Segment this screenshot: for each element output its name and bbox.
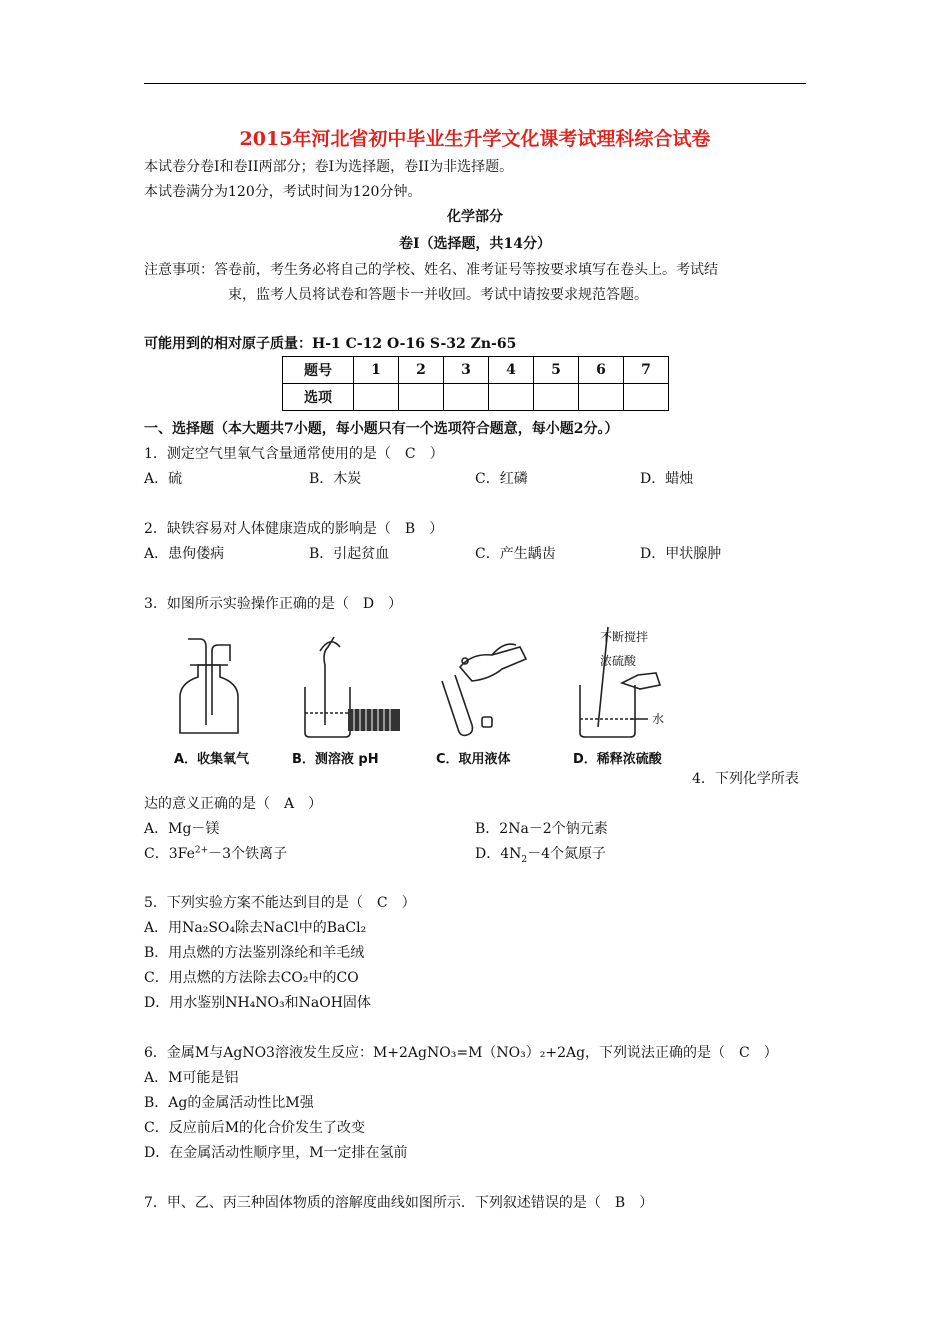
fig-label-water: 水 <box>652 712 665 726</box>
answer-table <box>282 356 669 411</box>
answer-cell[interactable] <box>489 384 534 411</box>
q1-option-b: B．木炭 <box>309 471 362 487</box>
q6-option-a: A．M可能是铝 <box>144 1070 239 1086</box>
q5-option-b: B．用点燃的方法鉴别涤纶和羊毛绒 <box>144 945 365 961</box>
q5-option-a: A．用Na₂SO₄除去NaCl中的BaCl₂ <box>144 920 367 936</box>
q6-option-c: C．反应前后M的化合价发生了改变 <box>144 1120 366 1136</box>
ph-test-illustration <box>305 637 400 737</box>
gas-bottle-illustration <box>180 639 238 733</box>
answer-cell[interactable] <box>444 384 489 411</box>
q6-option-b: B．Ag的金属活动性比M强 <box>144 1095 314 1111</box>
answer-table-number: 5 <box>534 357 579 384</box>
top-rule <box>144 83 806 84</box>
q3-stem: 3．如图所示实验操作正确的是（ D ） <box>144 596 403 612</box>
q4-stem-part1: 4．下列化学所表 <box>692 771 799 787</box>
answer-cell[interactable] <box>534 384 579 411</box>
q7-stem: 7．甲、乙、丙三种固体物质的溶解度曲线如图所示．下列叙述错误的是（ B ） <box>144 1195 654 1211</box>
q2-option-a: A．患佝偻病 <box>144 546 225 562</box>
answer-table-number: 7 <box>624 357 669 384</box>
q3-caption-a: A．收集氧气 <box>174 752 250 767</box>
q4-stem-part2: 达的意义正确的是（ A ） <box>144 796 323 812</box>
fig-label-stir: 不断搅拌 <box>600 630 649 644</box>
q2-option-c: C．产生龋齿 <box>475 546 556 562</box>
q4-option-d: D．$4N_2-4$个氮原子 <box>475 846 607 865</box>
part1-heading: 一、选择题（本大题共7小题，每小题只有一个选项符合题意，每小题2分。） <box>144 421 619 437</box>
q1-option-c: C．红磷 <box>475 471 528 487</box>
q3-caption-b: B．测溶液 pH <box>292 752 379 767</box>
answer-table-number: 4 <box>489 357 534 384</box>
answer-cell[interactable] <box>624 384 669 411</box>
q3-caption-c: C．取用液体 <box>436 752 511 767</box>
intro-line-2: 本试卷满分为120分，考试时间为120分钟。 <box>144 184 422 200</box>
volume-title: 卷Ⅰ（选择题，共14分） <box>398 236 552 252</box>
q5-stem: 5．下列实验方案不能达到目的是（ C ） <box>144 895 416 911</box>
q2-stem: 2．缺铁容易对人体健康造成的影响是（ B ） <box>144 521 444 537</box>
q2-option-d: D．甲状腺肿 <box>640 546 722 562</box>
q1-stem: 1．测定空气里氧气含量通常使用的是（ C ） <box>144 446 444 462</box>
answer-table-number: 6 <box>579 357 624 384</box>
pour-liquid-illustration <box>442 644 526 735</box>
exam-title: 2015年河北省初中毕业生升学文化课考试理科综合试卷 <box>239 128 711 150</box>
atomic-mass-line: 可能用到的相对原子质量：H-1 C-12 O-16 S-32 Zn-65 <box>144 336 517 352</box>
notice-line-2: 束，监考人员将试卷和答题卡一并收回。考试中请按要求规范答题。 <box>228 287 648 303</box>
q4-option-b: B．2Na－2个钠元素 <box>475 821 608 837</box>
section-title: 化学部分 <box>447 209 503 225</box>
q4-option-c: C．$3Fe^{2+}-3$个铁离子 <box>144 845 288 862</box>
answer-table-option-label: 选项 <box>283 384 354 411</box>
q5-option-d: D．用水鉴别NH₄NO₃和NaOH固体 <box>144 995 371 1011</box>
intro-line-1: 本试卷分卷Ⅰ和卷ⅠI两部分；卷Ⅰ为选择题，卷ⅠI为非选择题。 <box>144 159 514 175</box>
answer-table-number: 2 <box>399 357 444 384</box>
answer-cell[interactable] <box>354 384 399 411</box>
q5-option-c: C．用点燃的方法除去CO₂中的CO <box>144 970 359 986</box>
q1-option-d: D．蜡烛 <box>640 471 694 487</box>
q6-option-d: D．在金属活动性顺序里，M一定排在氢前 <box>144 1145 408 1161</box>
answer-cell[interactable] <box>579 384 624 411</box>
answer-cell[interactable] <box>399 384 444 411</box>
notice-line-1: 注意事项：答卷前，考生务必将自己的学校、姓名、准考证号等按要求填写在卷头上。考试结 <box>144 262 718 278</box>
answer-table-number: 3 <box>444 357 489 384</box>
answer-table-number: 1 <box>354 357 399 384</box>
answer-table-header-label: 题号 <box>283 357 354 384</box>
q6-stem: 6．金属M与AgNO3溶液发生反应：M+2AgNO₃=M（NO₃）₂+2Ag，下列说法正确的是（ C ） <box>144 1045 778 1061</box>
q3-caption-d: D．稀释浓硫酸 <box>573 752 662 767</box>
fig-label-acid: 浓硫酸 <box>600 654 637 668</box>
q2-option-b: B．引起贫血 <box>309 546 390 562</box>
q1-option-a: A．硫 <box>144 471 183 487</box>
q4-option-a: A．Mg－镁 <box>144 821 220 837</box>
